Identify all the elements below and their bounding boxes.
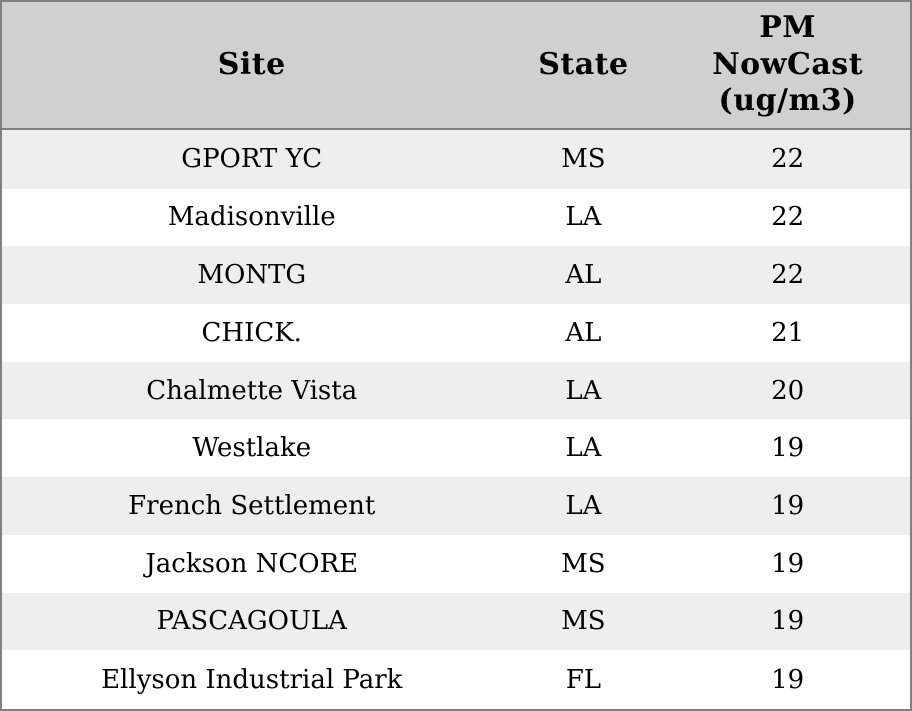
table-row (1, 477, 911, 535)
site-cell: Jackson NCORE (145, 548, 359, 579)
state-cell: AL (565, 317, 602, 348)
table-row (1, 304, 911, 362)
state-cell: LA (565, 202, 602, 233)
table-row (1, 189, 911, 247)
table-row (1, 362, 911, 420)
column-header-site: Site (1, 1, 502, 129)
pm-header-line1: PM (759, 10, 817, 46)
table-row (1, 535, 911, 593)
site-cell: Westlake (192, 433, 312, 464)
table-row (1, 650, 911, 710)
table-row (1, 593, 911, 651)
site-cell: Ellyson Industrial Park (101, 664, 403, 695)
state-cell: MS (561, 144, 606, 175)
pm-nowcast-cell: 19 (771, 433, 805, 464)
pm-nowcast-cell: 19 (771, 664, 805, 695)
site-cell: GPORT YC (181, 144, 323, 175)
pm-header-line2: NowCast (712, 46, 864, 82)
site-cell: French Settlement (128, 490, 376, 521)
table-row (1, 246, 911, 304)
site-cell: Madisonville (167, 202, 336, 233)
pm-nowcast-cell: 19 (771, 548, 805, 579)
column-header-pm-nowcast (665, 1, 911, 129)
site-cell: Chalmette Vista (146, 375, 358, 406)
site-cell: MONTG (197, 260, 307, 291)
pm-nowcast-cell: 21 (771, 317, 805, 348)
pm-nowcast-cell: 22 (771, 260, 805, 291)
pm-nowcast-cell: 22 (771, 202, 805, 233)
site-cell: CHICK. (201, 317, 302, 348)
state-cell: AL (565, 260, 602, 291)
header-row (1, 1, 911, 129)
pm-nowcast-cell: 20 (771, 375, 805, 406)
state-cell: FL (565, 664, 602, 695)
table-header (1, 1, 911, 129)
state-cell: MS (561, 606, 606, 637)
table-row (1, 419, 911, 477)
state-cell: LA (565, 433, 602, 464)
pm-nowcast-cell: 22 (771, 144, 805, 175)
column-header-state: State (502, 1, 666, 129)
state-cell: LA (565, 375, 602, 406)
state-cell: MS (561, 548, 606, 579)
table-row (1, 129, 911, 189)
pm-nowcast-cell: 19 (771, 606, 805, 637)
site-cell: PASCAGOULA (156, 606, 347, 637)
pm-nowcast-cell: 19 (771, 490, 805, 521)
state-cell: LA (565, 490, 602, 521)
table-body (1, 129, 911, 710)
pm-header-line3: (ug/m3) (718, 83, 857, 119)
